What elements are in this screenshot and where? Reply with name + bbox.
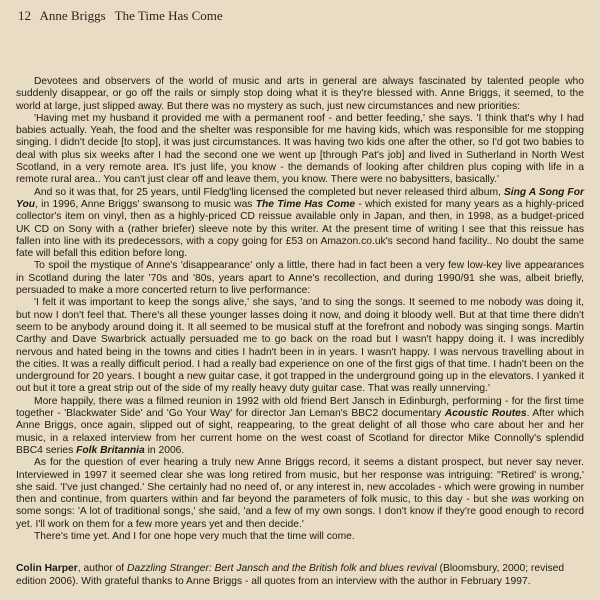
paragraph-2: 'Having met my husband it provided me with a permanent roof - and better feeding,' she says. 'I think that's why I had babies actually. Yeah, the food and the shelter was responsible for me having kids, which was responsible for me stopping singing. I didn't decide [to stop], it was just circumstances. It was having two kids one after the other, so I'd got two babies to deal with plus six weeks after I had the second one we went up [through Pat's job] and lived in Sutherland in North West Scotland, in a very remote area. It's just life, you know - the demands of looking after children plus coping with life in a remote rural area.. You can't just clear off and leave them, you know. There were no babysitters, basically.' xyxy=(16,112,584,186)
page-header xyxy=(18,8,584,28)
paragraph-8: There's time yet. And I for one hope very much that the time will come. xyxy=(34,530,355,542)
paragraph-7: As for the question of ever hearing a truly new Anne Briggs record, it seems a distant prospect, but never say never. Interviewed in 1997 it seemed clear she was long retired from music, but her response was intriguing: ''Retired' is wrong,' she said. 'I've just changed.' She certainly had no need of, or any interest in, new accolades - which were growing in number then and continue, from quarters within and far beyond the parameters of folk music, to this day - but she was working on some songs: 'A lot of traditional songs,' she said, 'and a few of my own songs. I don't know if they're good enough to record yet. I'll work on them for a few more years yet and then decide.' xyxy=(16,457,584,530)
paragraph-1: Devotees and observers of the world of music and arts in general are always fascinated by talented people who suddenly disappear, or go off the rails or simply stop doing what it is they're blessed with. Anne Briggs, it seemed, to the world at large, just slipped away. But there was no mystery as such, just new circumstances and new priorities: xyxy=(16,76,584,112)
page-number: 12 xyxy=(18,8,31,23)
album-sing-a-song-for-you: Sing A Song For You xyxy=(16,186,584,210)
documentary-acoustic-routes: Acoustic Routes xyxy=(444,408,527,420)
album-title: The Time Has Come xyxy=(114,8,223,23)
emphasis-was: was xyxy=(511,494,530,506)
artist-name: Anne Briggs xyxy=(39,8,106,23)
book-title: Dazzling Stranger: Bert Jansch and the British folk and blues revival xyxy=(127,563,437,575)
author-credit: Colin Harper, author of Dazzling Stranger: Bert Jansch and the British folk and blues revival (Bloomsbury, 2000; revised edition 2006). With grateful thanks to Anne Briggs - all quotes from an interview with the author in February 1997. xyxy=(16,563,565,587)
author-name: Colin Harper xyxy=(16,563,78,575)
series-folk-britannia: Folk Britannia xyxy=(76,444,145,456)
paragraph-4: To spoil the mystique of Anne's 'disappearance' only a little, there had in fact been a very few low-key live appearances in Scotland during the later '70s and '80s, years apart to Anne's recollection, and during 1990/91 she was, albeit briefly, persuaded to make a more concerted return to live performance: xyxy=(16,260,584,297)
paragraph-5: 'I felt it was important to keep the songs alive,' she says, 'and to sing the songs. It seemed to me nobody was doing it, but now I don't feel that. There's all these younger lasses doing it now, and doing it bloody well. But at that time there didn't seem to be anybody around doing it. It all seemed to be musical stuff at the forefront and nobody was singing songs. Martin Carthy and Dave Swarbrick actually persuaded me to go back on the road but I wasn't happy doing it. I was incredibly nervous and hated being in the towns and cities I hadn't been in in years. I wasn't happy. I was nervous travelling about in the cities. It was a really difficult period. I had a really bad experience on one of the first gigs of that time. I hadn't been on the underground for 20 years. I bought a new guitar case, it got trapped in the underground going up in the elevators. I yanked it out but it tore a great strip out of the side of my really heavy duty guitar case. That was really unnerving.' xyxy=(16,297,584,395)
paragraph-6: More happily, there was a filmed reunion in 1992 with old friend Bert Jansch in Edinburgh, performing - for the first time together - 'Blackwater Side' and 'Go Your Way' for director Jan Leman's BBC2 documentary Acoustic Routes. After which Anne Briggs, once again, slipped out of sight, reappearing, to the great delight of all those who care about her and her music, in a relaxed interview from her current home on the west coast of Scotland for director Mike Connolly's splendid BBC4 series Folk Britannia in 2006. xyxy=(16,395,584,456)
album-the-time-has-come: The Time Has Come xyxy=(255,198,356,210)
article-body xyxy=(16,76,584,543)
paragraph-3: And so it was that, for 25 years, until Fledg'ling licensed the completed but never released third album, Sing A Song For You, in 1996, Anne Briggs' swansong to music was The Time Has Come - which existed for many years as a highly-priced collector's item on vinyl, then as a highly-priced CD reissue available only in Japan, and then, in 1998, as a budget-priced UK CD on Sony with a (rather briefer) sleeve note by this writer. At the present time of writing I see that this reissue has fallen into line with its predecessors, with a copy going for £53 on Amazon.co.uk's second hand facility.. No doubt the same fate will befall this edition before long. xyxy=(16,186,585,260)
